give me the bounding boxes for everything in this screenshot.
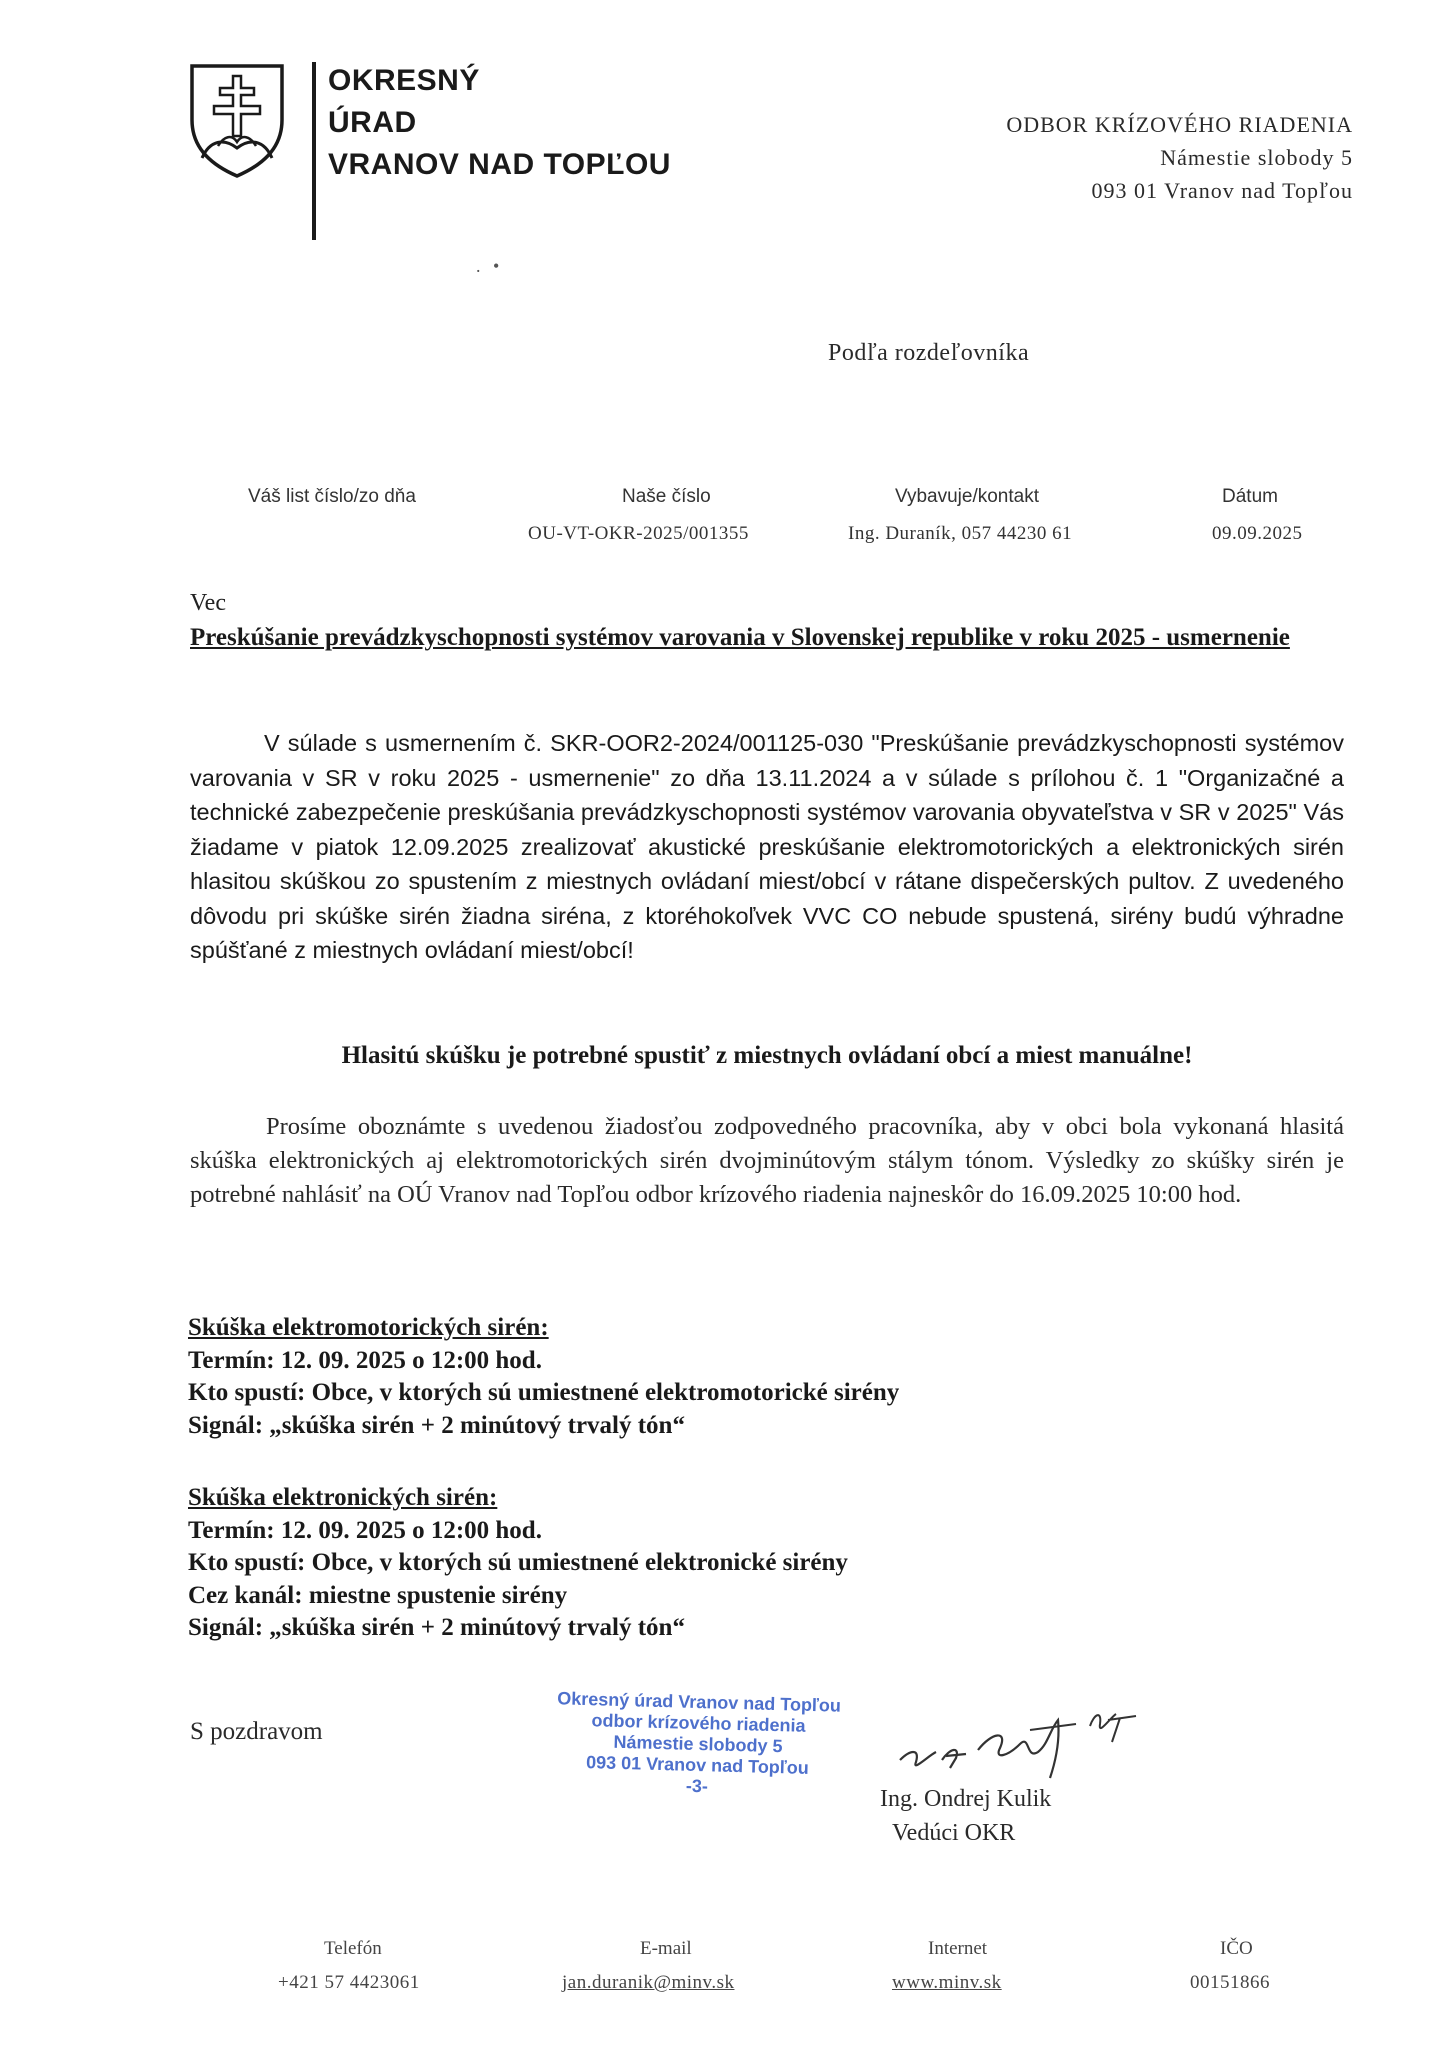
department-name: ODBOR KRÍZOVÉHO RIADENIA: [1006, 112, 1353, 137]
stamp-line: Námestie slobody 5: [613, 1731, 783, 1757]
footer-ico-label: IČO: [1220, 1938, 1253, 1959]
footer-ico: 00151866: [1190, 1972, 1270, 1993]
contact: Ing. Duraník, 057 44230 61: [848, 523, 1073, 544]
recipient: Podľa rozdeľovníka: [828, 340, 1030, 366]
contact-label: Vybavuje/kontakt: [895, 486, 1039, 507]
test-block-electromotor: [188, 1312, 899, 1442]
header-divider: [312, 62, 316, 240]
footer-email[interactable]: jan.duranik@minv.sk: [562, 1972, 735, 1993]
your-letter-label: Váš list číslo/zo dňa: [248, 486, 416, 507]
department-address: [1006, 108, 1353, 207]
test-title: Skúška elektronických sirén:: [188, 1484, 498, 1511]
body-paragraph-2: Prosíme oboznámte s uvedenou žiadosťou zodpovedného pracovníka, aby v obci bola vykonaná hlasitá skúška elektronických aj elektromotorických sirén dvojminútovým stálym tónom. Výsledky zo skúšky sirén je potrebné nahlásiť na OÚ Vranov nad Topľou odbor krízového riadenia najneskôr do 16.09.2025 10:00 hod.: [190, 1113, 1344, 1208]
stamp-line: Okresný úrad Vranov nad Topľou: [557, 1688, 842, 1716]
stray-dots: . •: [476, 256, 504, 276]
footer-internet-label: Internet: [928, 1938, 988, 1959]
footer-internet[interactable]: www.minv.sk: [892, 1972, 1002, 1993]
test-block-electronic: [188, 1482, 848, 1645]
office-line: OKRESNÝ: [328, 64, 480, 97]
stamp-line: odbor krízového riadenia: [591, 1710, 806, 1736]
test-line: Kto spustí: Obce, v ktorých sú umiestnené elektronické sirény: [188, 1549, 848, 1576]
our-number-label: Naše číslo: [622, 486, 711, 507]
stamp-line: -3-: [685, 1775, 709, 1797]
emphasis-line: Hlasitú skúšku je potrebné spustiť z miestnych ovládaní obcí a miest manuálne!: [341, 1042, 1193, 1069]
stamp-line: 093 01 Vranov nad Topľou: [585, 1752, 810, 1778]
office-line: VRANOV NAD TOPĽOU: [328, 148, 671, 181]
slovak-coat-of-arms-icon: [188, 62, 286, 180]
subject-line: [190, 622, 1300, 654]
body-paragraph-1: V súlade s usmernením č. SKR-OOR2-2024/001125-030 "Preskúšanie prevádzkyschopnosti systémov varovania v SR v roku 2025 - usmernenie" zo dňa 13.11.2024 a v súlade s prílohou č. 1 "Organizačné a technické zabezpečenie preskúšania prevádzkyschopnosti systémov varovania obyvateľstva v SR v 2025" Vás žiadame v piatok 12.09.2025 zrealizovať akustické preskúšanie elektromotorických a elektronických sirén hlasitou skúškou zo spustením z miestnych ovládaní miest/obcí v rátane dispečerských pultov. Z uvedeného dôvodu pri skúške sirén žiadna siréna, z ktoréhokoľvek VVC CO nebude spustená, sirény budú výhradne spúšťané z miestnych ovládaní miest/obcí!: [190, 730, 1344, 963]
test-line: Kto spustí: Obce, v ktorých sú umiestnené elektromotorické sirény: [188, 1379, 900, 1406]
handwritten-signature-icon: [880, 1690, 1150, 1790]
address-street: Námestie slobody 5: [1160, 145, 1353, 170]
greeting: S pozdravom: [190, 1718, 323, 1745]
test-line: Cez kanál: miestne spustenie sirény: [188, 1581, 568, 1609]
date: 09.09.2025: [1212, 523, 1303, 544]
office-line: ÚRAD: [328, 106, 417, 139]
our-number: OU-VT-OKR-2025/001355: [528, 523, 749, 544]
address-city: 093 01 Vranov nad Topľou: [1091, 178, 1353, 203]
test-line: Termín: 12. 09. 2025 o 12:00 hod.: [188, 1516, 542, 1544]
test-line: Termín: 12. 09. 2025 o 12:00 hod.: [188, 1346, 542, 1374]
subject-text: Preskúšanie prevádzkyschopnosti systémov varovania v Slovenskej republike v roku 2025 - usmernenie: [190, 624, 1290, 651]
office-name: [328, 60, 671, 186]
footer-email-label: E-mail: [640, 1938, 692, 1959]
test-title: Skúška elektromotorických sirén:: [188, 1314, 549, 1341]
footer-phone: +421 57 4423061: [278, 1972, 420, 1993]
signer-block: [880, 1782, 1051, 1850]
subject-label: Vec: [190, 590, 226, 616]
footer-phone-label: Telefón: [324, 1938, 382, 1959]
test-line: Signál: „skúška sirén + 2 minútový trvalý tón“: [188, 1411, 685, 1439]
date-label: Dátum: [1222, 486, 1278, 507]
office-stamp: [527, 1688, 870, 1802]
signer-name: Ing. Ondrej Kulik: [880, 1786, 1052, 1812]
signer-title: Vedúci OKR: [892, 1820, 1016, 1846]
test-line: Signál: „skúška sirén + 2 minútový trvalý tón“: [188, 1614, 685, 1641]
